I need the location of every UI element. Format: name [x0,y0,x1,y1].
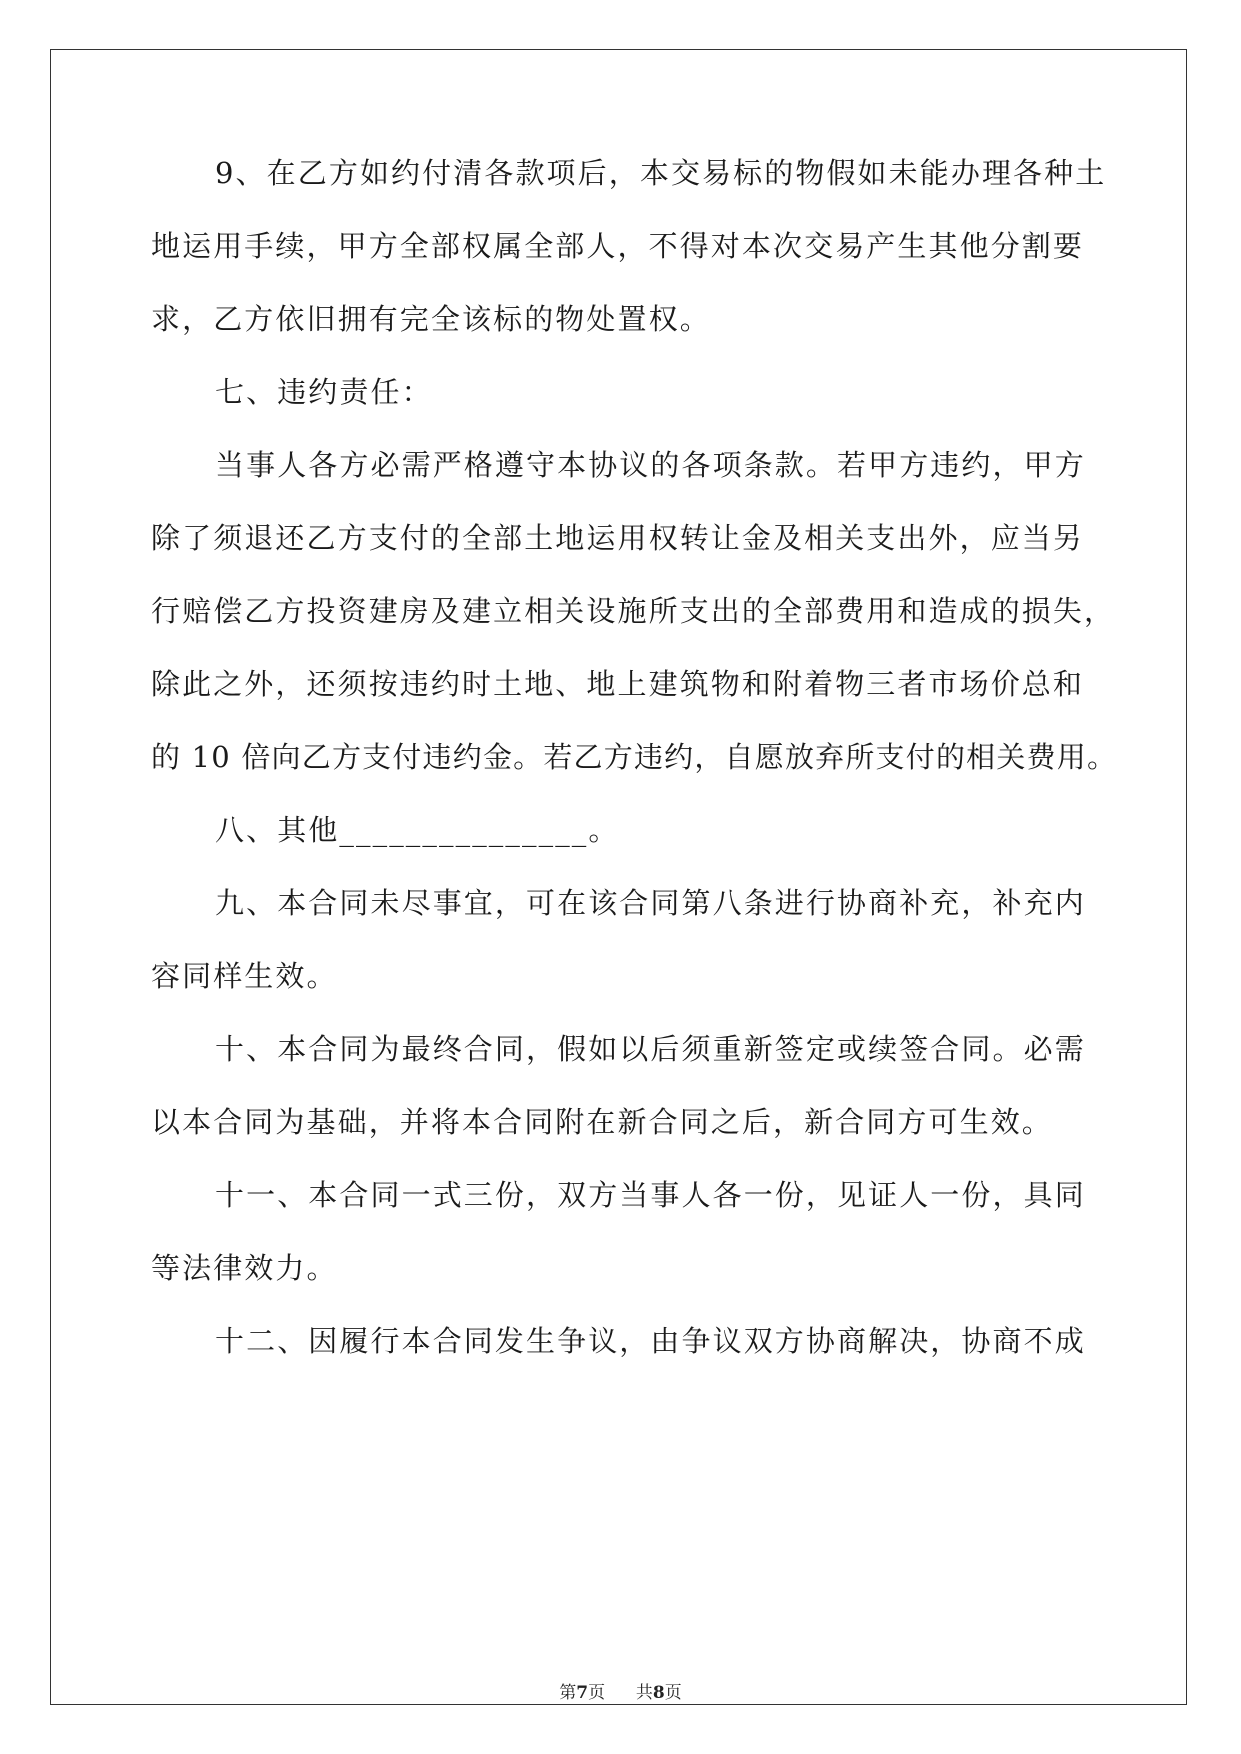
page-suffix: 页 [588,1683,606,1703]
text-line: 行赔偿乙方投资建房及建立相关设施所支出的全部费用和造成的损失， [151,594,1116,628]
section-heading: 八、其他_______________。 [215,813,620,847]
text-line: 9、在乙方如约付清各款项后，本交易标的物假如未能办理各种土 [215,156,1107,190]
section-heading: 七、违约责任： [215,375,433,409]
text-line: 容同样生效。 [151,959,338,993]
text-line: 除了须退还乙方支付的全部土地运用权转让金及相关支出外，应当另 [151,521,1085,555]
text-line: 当事人各方必需严格遵守本协议的各项条款。若甲方违约，甲方 [215,448,1086,482]
page-prefix: 第 [559,1683,577,1703]
text-line: 的 10 倍向乙方支付违约金。若乙方违约，自愿放弃所支付的相关费用。 [151,740,1118,774]
total-suffix: 页 [664,1683,682,1703]
text-line: 十一、本合同一式三份，双方当事人各一份，见证人一份，具同 [215,1178,1086,1212]
total-page-number: 8 [652,1683,665,1703]
page-footer [0,1683,1241,1703]
text-line: 除此之外，还须按违约时土地、地上建筑物和附着物三者市场价总和 [151,667,1085,701]
text-line: 以本合同为基础，并将本合同附在新合同之后，新合同方可生效。 [151,1105,1053,1139]
text-line: 求，乙方依旧拥有完全该标的物处置权。 [151,302,711,336]
text-line: 十、本合同为最终合同，假如以后须重新签定或续签合同。必需 [215,1032,1086,1066]
text-line: 地运用手续，甲方全部权属全部人，不得对本次交易产生其他分割要 [151,229,1085,263]
text-line: 九、本合同未尽事宜，可在该合同第八条进行协商补充，补充内 [215,886,1086,920]
current-page-number: 7 [576,1683,589,1703]
text-line: 十二、因履行本合同发生争议，由争议双方协商解决，协商不成 [215,1324,1086,1358]
page-border [50,49,1187,1705]
text-line: 等法律效力。 [151,1251,338,1285]
total-prefix: 共 [635,1683,653,1703]
